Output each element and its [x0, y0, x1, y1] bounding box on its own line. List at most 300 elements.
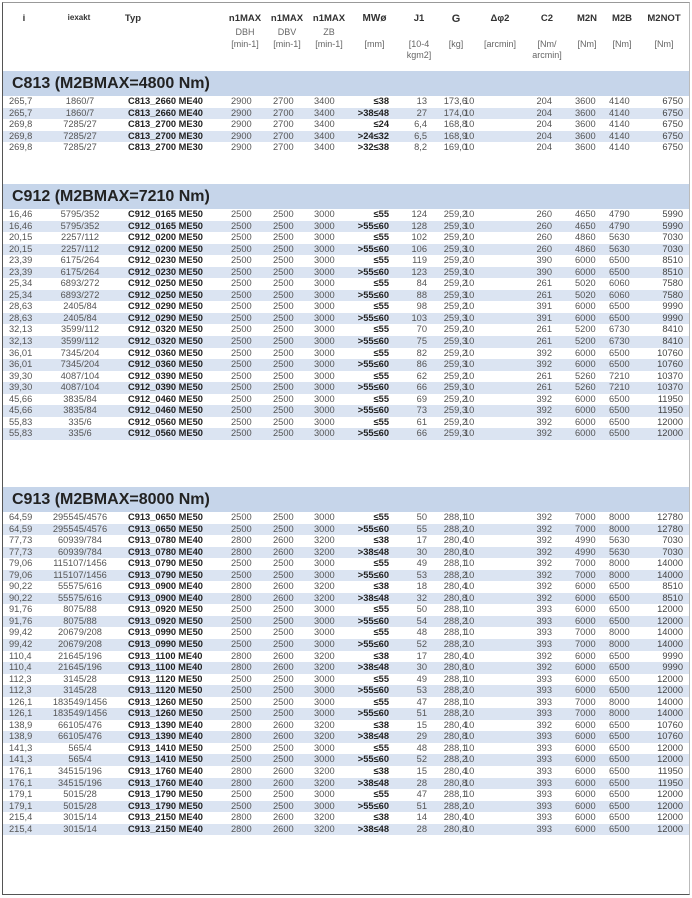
cell-torsional-stiffness-c2: 260 [536, 243, 552, 254]
cell-type: C912_0320 ME50 [128, 336, 203, 347]
cell-weight-g: 280,8 [443, 731, 467, 742]
section-c813 [3, 71, 689, 154]
cell-inertia-j1: 6,5 [414, 130, 427, 141]
header-m2n: M2N [576, 13, 598, 24]
cell-torsional-stiffness-c2: 393 [536, 615, 552, 626]
cell-m2n: 7000 [575, 696, 596, 707]
cell-ratio-exact: 335/6 [68, 428, 92, 439]
cell-m2b: 6500 [609, 823, 630, 834]
cell-m2not: 7030 [662, 232, 683, 243]
cell-n1max-zb: 3200 [314, 581, 335, 592]
cell-m2b: 6500 [609, 812, 630, 823]
cell-ratio-i: 112,3 [9, 673, 32, 684]
cell-type: C913_0900 ME40 [128, 592, 203, 603]
cell-n1max-dbh: 2800 [231, 592, 252, 603]
cell-inertia-j1: 62 [416, 370, 427, 381]
cell-weight-g: 259,3 [443, 289, 467, 300]
cell-m2not: 11950 [657, 393, 683, 404]
cell-inertia-j1: 123 [411, 266, 427, 277]
table-row [3, 731, 689, 743]
cell-ratio-exact: 115107/1456 [53, 558, 107, 569]
cell-torsional-stiffness-c2: 390 [536, 255, 552, 266]
cell-n1max-dbv: 2500 [273, 604, 294, 615]
cell-n1max-dbh: 2800 [231, 581, 252, 592]
cell-m2n: 4860 [575, 243, 596, 254]
cell-m2not: 7030 [662, 546, 683, 557]
cell-ratio-i: 79,06 [9, 558, 33, 569]
cell-m2n: 6000 [575, 393, 596, 404]
header-n1max-dbv: n1MAX [270, 13, 304, 24]
cell-ratio-i: 55,83 [9, 416, 33, 427]
cell-n1max-zb: 3000 [314, 685, 335, 696]
cell-type: C912_0250 ME50 [128, 289, 203, 300]
cell-backlash: 10 [464, 685, 475, 696]
cell-ratio-i: 91,76 [9, 604, 33, 615]
cell-n1max-dbv: 2500 [273, 639, 294, 650]
cell-inertia-j1: 15 [416, 766, 427, 777]
cell-weight-g: 288,1 [443, 789, 467, 800]
cell-torsional-stiffness-c2: 393 [536, 812, 552, 823]
cell-n1max-dbh: 2900 [231, 119, 252, 130]
cell-n1max-dbh: 2500 [231, 569, 252, 580]
cell-m2n: 3600 [575, 142, 596, 153]
cell-motor-shaft-diameter: ≤55 [373, 232, 389, 243]
cell-ratio-i: 99,42 [9, 639, 33, 650]
cell-type: C913_0900 ME40 [128, 581, 203, 592]
header-iexakt: iexakt [67, 13, 91, 22]
cell-inertia-j1: 128 [411, 220, 427, 231]
cell-inertia-j1: 48 [416, 627, 427, 638]
cell-ratio-i: 269,8 [9, 130, 33, 141]
cell-m2n: 4860 [575, 232, 596, 243]
cell-m2n: 6000 [575, 266, 596, 277]
cell-inertia-j1: 32 [416, 592, 427, 603]
cell-ratio-i: 32,13 [9, 324, 33, 335]
cell-n1max-dbv: 2500 [273, 347, 294, 358]
cell-motor-shaft-diameter: >55≤60 [357, 359, 389, 370]
cell-weight-g: 280,4 [443, 535, 467, 546]
table-row [3, 616, 689, 628]
table-row [3, 348, 689, 360]
table-row [3, 221, 689, 233]
cell-m2n: 7000 [575, 512, 596, 522]
cell-n1max-dbv: 2700 [273, 130, 294, 141]
cell-ratio-i: 79,06 [9, 569, 33, 580]
cell-weight-g: 280,4 [443, 650, 467, 661]
table-row [3, 512, 689, 524]
cell-m2b: 6500 [609, 359, 630, 370]
cell-n1max-zb: 3000 [314, 708, 335, 719]
cell-torsional-stiffness-c2: 392 [536, 393, 552, 404]
cell-type: C813_2700 ME30 [128, 119, 203, 130]
cell-motor-shaft-diameter: ≤55 [373, 742, 389, 753]
header-c2-unit2: arcmin] [532, 50, 562, 60]
table-row [3, 697, 689, 709]
cell-n1max-dbh: 2500 [231, 754, 252, 765]
cell-motor-shaft-diameter: ≤55 [373, 347, 389, 358]
cell-type: C912_0250 ME50 [128, 278, 203, 289]
header-g: G [451, 13, 461, 25]
cell-motor-shaft-diameter: ≤55 [373, 789, 389, 800]
cell-type: C912_0390 ME50 [128, 370, 203, 381]
cell-backlash: 10 [464, 627, 475, 638]
cell-type: C913_1410 ME50 [128, 754, 203, 765]
cell-m2n: 6000 [575, 719, 596, 730]
cell-weight-g: 280,8 [443, 777, 467, 788]
cell-torsional-stiffness-c2: 260 [536, 232, 552, 243]
cell-n1max-zb: 3000 [314, 324, 335, 335]
cell-ratio-i: 55,83 [9, 428, 33, 439]
cell-type: C913_0990 ME50 [128, 639, 203, 650]
cell-m2n: 7000 [575, 558, 596, 569]
cell-backlash: 10 [464, 523, 475, 534]
cell-n1max-dbh: 2500 [231, 416, 252, 427]
cell-n1max-dbv: 2500 [273, 359, 294, 370]
cell-backlash: 10 [464, 639, 475, 650]
table-row [3, 290, 689, 302]
cell-n1max-dbv: 2600 [273, 823, 294, 834]
header-n1max-dbh-sub: DBH [235, 27, 255, 37]
cell-m2n: 5260 [575, 370, 596, 381]
cell-motor-shaft-diameter: >32≤38 [357, 142, 389, 153]
cell-m2n: 4990 [575, 535, 596, 546]
header-m2b: M2B [611, 13, 633, 24]
table-row [3, 708, 689, 720]
cell-motor-shaft-diameter: ≤24 [373, 119, 389, 130]
cell-ratio-exact: 4087/104 [60, 382, 100, 393]
cell-ratio-exact: 3145/28 [63, 673, 97, 684]
cell-backlash: 10 [464, 662, 475, 673]
cell-n1max-dbv: 2500 [273, 696, 294, 707]
cell-ratio-exact: 2405/84 [63, 312, 97, 323]
table-row [3, 651, 689, 663]
table-row [3, 142, 689, 154]
cell-n1max-dbh: 2500 [231, 289, 252, 300]
cell-type: C913_1760 ME40 [128, 777, 203, 788]
cell-ratio-i: 215,4 [9, 823, 33, 834]
table-row [3, 428, 689, 440]
cell-type: C912_0390 ME50 [128, 382, 203, 393]
cell-n1max-dbh: 2500 [231, 347, 252, 358]
cell-type: C913_0920 ME50 [128, 615, 203, 626]
cell-backlash: 10 [464, 731, 475, 742]
cell-ratio-exact: 34515/196 [58, 777, 102, 788]
cell-type: C912_0320 ME50 [128, 324, 203, 335]
table-row [3, 754, 689, 766]
cell-n1max-dbh: 2500 [231, 789, 252, 800]
cell-type: C913_1790 ME50 [128, 789, 203, 800]
cell-motor-shaft-diameter: >55≤60 [357, 428, 389, 439]
header-j1-unit: [10-4 [408, 39, 430, 49]
cell-ratio-exact: 66105/476 [58, 731, 102, 742]
cell-m2not: 10760 [657, 347, 683, 358]
cell-n1max-dbv: 2500 [273, 382, 294, 393]
cell-torsional-stiffness-c2: 261 [536, 370, 552, 381]
cell-ratio-exact: 8075/88 [63, 615, 97, 626]
cell-m2not: 12000 [657, 823, 683, 834]
cell-n1max-dbv: 2500 [273, 232, 294, 243]
cell-m2not: 14000 [657, 708, 683, 719]
cell-torsional-stiffness-c2: 393 [536, 777, 552, 788]
cell-inertia-j1: 6,4 [414, 119, 427, 130]
cell-type: C913_1790 ME50 [128, 800, 203, 811]
cell-m2not: 9990 [662, 650, 683, 661]
cell-n1max-zb: 3000 [314, 301, 335, 312]
cell-m2n: 5020 [575, 278, 596, 289]
cell-n1max-dbv: 2500 [273, 324, 294, 335]
cell-inertia-j1: 51 [416, 708, 427, 719]
table-row [3, 662, 689, 674]
cell-inertia-j1: 28 [416, 823, 427, 834]
cell-n1max-dbv: 2500 [273, 393, 294, 404]
table-row [3, 313, 689, 325]
cell-m2b: 8000 [609, 627, 630, 638]
cell-n1max-dbh: 2500 [231, 255, 252, 266]
cell-torsional-stiffness-c2: 260 [536, 209, 552, 219]
cell-weight-g: 288,2 [443, 800, 467, 811]
cell-m2b: 8000 [609, 523, 630, 534]
cell-backlash: 10 [464, 312, 475, 323]
cell-n1max-dbv: 2600 [273, 731, 294, 742]
cell-n1max-dbh: 2500 [231, 243, 252, 254]
cell-motor-shaft-diameter: >55≤60 [357, 615, 389, 626]
cell-m2n: 7000 [575, 627, 596, 638]
cell-weight-g: 259,2 [443, 209, 467, 219]
cell-m2not: 8510 [662, 581, 683, 592]
table-row [3, 558, 689, 570]
table-row [3, 108, 689, 120]
cell-ratio-exact: 565/4 [68, 742, 92, 753]
cell-n1max-dbv: 2600 [273, 766, 294, 777]
header-i: i [22, 13, 26, 24]
cell-m2not: 8510 [662, 266, 683, 277]
header-n1max-zb-sub: ZB [323, 27, 335, 37]
cell-m2not: 14000 [657, 639, 683, 650]
cell-n1max-dbv: 2500 [273, 512, 294, 522]
cell-backlash: 10 [464, 382, 475, 393]
cell-type: C912_0200 ME50 [128, 243, 203, 254]
cell-torsional-stiffness-c2: 391 [536, 301, 552, 312]
cell-n1max-dbh: 2900 [231, 142, 252, 153]
cell-m2n: 7000 [575, 569, 596, 580]
cell-backlash: 10 [464, 581, 475, 592]
cell-weight-g: 288,2 [443, 754, 467, 765]
cell-inertia-j1: 52 [416, 754, 427, 765]
cell-ratio-exact: 7345/204 [60, 347, 100, 358]
cell-m2n: 6000 [575, 416, 596, 427]
cell-m2b: 4140 [609, 142, 630, 153]
cell-inertia-j1: 30 [416, 546, 427, 557]
cell-n1max-dbh: 2800 [231, 766, 252, 777]
cell-ratio-i: 265,7 [9, 107, 33, 118]
cell-ratio-i: 25,34 [9, 289, 33, 300]
cell-weight-g: 288,2 [443, 569, 467, 580]
cell-m2not: 14000 [657, 558, 683, 569]
cell-ratio-exact: 3015/14 [63, 823, 97, 834]
cell-m2not: 12000 [657, 754, 683, 765]
cell-torsional-stiffness-c2: 392 [536, 523, 552, 534]
cell-n1max-zb: 3000 [314, 336, 335, 347]
header-g-unit: [kg] [448, 39, 464, 49]
cell-m2b: 6500 [609, 800, 630, 811]
cell-torsional-stiffness-c2: 393 [536, 800, 552, 811]
cell-backlash: 10 [464, 615, 475, 626]
cell-n1max-zb: 3200 [314, 662, 335, 673]
cell-n1max-zb: 3000 [314, 639, 335, 650]
cell-weight-g: 168,9 [443, 130, 467, 141]
cell-inertia-j1: 17 [416, 535, 427, 546]
cell-m2not: 7580 [662, 278, 683, 289]
table-row [3, 535, 689, 547]
cell-m2n: 4990 [575, 546, 596, 557]
cell-torsional-stiffness-c2: 393 [536, 673, 552, 684]
cell-m2not: 8410 [662, 336, 683, 347]
cell-motor-shaft-diameter: >55≤60 [357, 639, 389, 650]
cell-m2b: 8000 [609, 708, 630, 719]
cell-inertia-j1: 17 [416, 650, 427, 661]
cell-motor-shaft-diameter: >55≤60 [357, 800, 389, 811]
cell-weight-g: 259,3 [443, 405, 467, 416]
cell-motor-shaft-diameter: ≤38 [373, 719, 389, 730]
cell-ratio-exact: 3835/84 [63, 393, 97, 404]
cell-ratio-i: 112,3 [9, 685, 32, 696]
cell-ratio-exact: 2257/112 [60, 243, 100, 254]
cell-m2n: 6000 [575, 359, 596, 370]
cell-type: C912_0230 ME50 [128, 255, 203, 266]
cell-motor-shaft-diameter: ≤55 [373, 209, 389, 219]
cell-motor-shaft-diameter: ≤38 [373, 766, 389, 777]
cell-ratio-exact: 3145/28 [63, 685, 97, 696]
cell-ratio-i: 20,15 [9, 232, 33, 243]
cell-ratio-exact: 183549/1456 [52, 696, 108, 707]
cell-weight-g: 280,8 [443, 823, 467, 834]
cell-torsional-stiffness-c2: 392 [536, 650, 552, 661]
cell-n1max-dbh: 2800 [231, 823, 252, 834]
cell-type: C913_0990 ME50 [128, 627, 203, 638]
cell-torsional-stiffness-c2: 392 [536, 535, 552, 546]
cell-n1max-dbv: 2700 [273, 107, 294, 118]
cell-n1max-dbh: 2500 [231, 336, 252, 347]
cell-torsional-stiffness-c2: 393 [536, 604, 552, 615]
cell-motor-shaft-diameter: >38≤48 [357, 731, 389, 742]
cell-n1max-dbh: 2500 [231, 220, 252, 231]
cell-motor-shaft-diameter: ≤55 [373, 255, 389, 266]
cell-motor-shaft-diameter: >55≤60 [357, 312, 389, 323]
cell-inertia-j1: 84 [416, 278, 427, 289]
cell-motor-shaft-diameter: >55≤60 [357, 685, 389, 696]
cell-inertia-j1: 69 [416, 393, 427, 404]
cell-motor-shaft-diameter: >38≤48 [357, 662, 389, 673]
cell-m2b: 6500 [609, 393, 630, 404]
cell-m2b: 6500 [609, 405, 630, 416]
cell-n1max-zb: 3400 [314, 130, 335, 141]
cell-torsional-stiffness-c2: 393 [536, 754, 552, 765]
cell-ratio-exact: 6175/264 [60, 266, 100, 277]
cell-n1max-dbh: 2500 [231, 312, 252, 323]
cell-m2n: 6000 [575, 255, 596, 266]
cell-backlash: 10 [464, 220, 475, 231]
cell-n1max-dbh: 2500 [231, 382, 252, 393]
cell-ratio-exact: 295545/4576 [52, 512, 108, 522]
cell-ratio-i: 126,1 [9, 696, 33, 707]
table-row [3, 778, 689, 790]
section-rows [3, 512, 689, 835]
cell-m2n: 6000 [575, 789, 596, 800]
cell-ratio-exact: 66105/476 [58, 719, 102, 730]
cell-n1max-dbh: 2500 [231, 232, 252, 243]
cell-n1max-dbh: 2500 [231, 405, 252, 416]
cell-m2not: 6750 [662, 130, 683, 141]
cell-motor-shaft-diameter: >55≤60 [357, 523, 389, 534]
cell-n1max-dbh: 2800 [231, 812, 252, 823]
cell-type: C912_0290 ME50 [128, 312, 203, 323]
cell-n1max-dbh: 2500 [231, 696, 252, 707]
cell-torsional-stiffness-c2: 204 [536, 96, 552, 106]
table-row [3, 232, 689, 244]
header-mw-unit: [mm] [364, 39, 385, 49]
cell-n1max-dbv: 2500 [273, 428, 294, 439]
cell-ratio-exact: 5015/28 [63, 789, 97, 800]
cell-ratio-exact: 60939/784 [58, 546, 102, 557]
cell-inertia-j1: 98 [416, 301, 427, 312]
cell-backlash: 10 [464, 405, 475, 416]
cell-inertia-j1: 48 [416, 742, 427, 753]
cell-type: C912_0360 ME50 [128, 359, 203, 370]
cell-m2not: 7030 [662, 243, 683, 254]
cell-type: C913_1120 ME50 [128, 685, 203, 696]
cell-ratio-exact: 1860/7 [65, 107, 95, 118]
cell-torsional-stiffness-c2: 204 [536, 142, 552, 153]
cell-ratio-i: 16,46 [9, 209, 33, 219]
cell-n1max-dbh: 2500 [231, 604, 252, 615]
cell-inertia-j1: 28 [416, 777, 427, 788]
cell-ratio-exact: 2257/112 [60, 232, 100, 243]
cell-n1max-dbv: 2500 [273, 754, 294, 765]
cell-n1max-dbv: 2600 [273, 546, 294, 557]
table-row [3, 824, 689, 836]
cell-m2not: 12000 [657, 604, 683, 615]
cell-m2n: 6000 [575, 673, 596, 684]
cell-motor-shaft-diameter: ≤55 [373, 370, 389, 381]
cell-backlash: 10 [464, 708, 475, 719]
cell-n1max-zb: 3000 [314, 278, 335, 289]
cell-m2not: 6750 [662, 119, 683, 130]
cell-type: C912_0200 ME50 [128, 232, 203, 243]
header-m2b-unit: [Nm] [612, 39, 632, 49]
cell-m2not: 14000 [657, 696, 683, 707]
section-title: C813 (M2BMAX=4800 Nm) [3, 71, 689, 96]
cell-weight-g: 280,4 [443, 766, 467, 777]
cell-type: C913_1260 ME50 [128, 708, 203, 719]
cell-torsional-stiffness-c2: 261 [536, 324, 552, 335]
cell-m2b: 6500 [609, 766, 630, 777]
cell-inertia-j1: 51 [416, 800, 427, 811]
cell-backlash: 10 [464, 812, 475, 823]
cell-torsional-stiffness-c2: 393 [536, 685, 552, 696]
cell-m2b: 6500 [609, 685, 630, 696]
header-n1max-zb-unit: [min-1] [315, 39, 343, 49]
cell-ratio-i: 90,22 [9, 581, 33, 592]
cell-type: C913_0650 ME50 [128, 512, 203, 522]
cell-backlash: 10 [464, 393, 475, 404]
cell-motor-shaft-diameter: ≤55 [373, 278, 389, 289]
cell-inertia-j1: 86 [416, 359, 427, 370]
cell-m2b: 6500 [609, 742, 630, 753]
cell-n1max-dbv: 2500 [273, 255, 294, 266]
cell-weight-g: 259,3 [443, 428, 467, 439]
cell-m2not: 7580 [662, 289, 683, 300]
cell-n1max-dbv: 2500 [273, 370, 294, 381]
